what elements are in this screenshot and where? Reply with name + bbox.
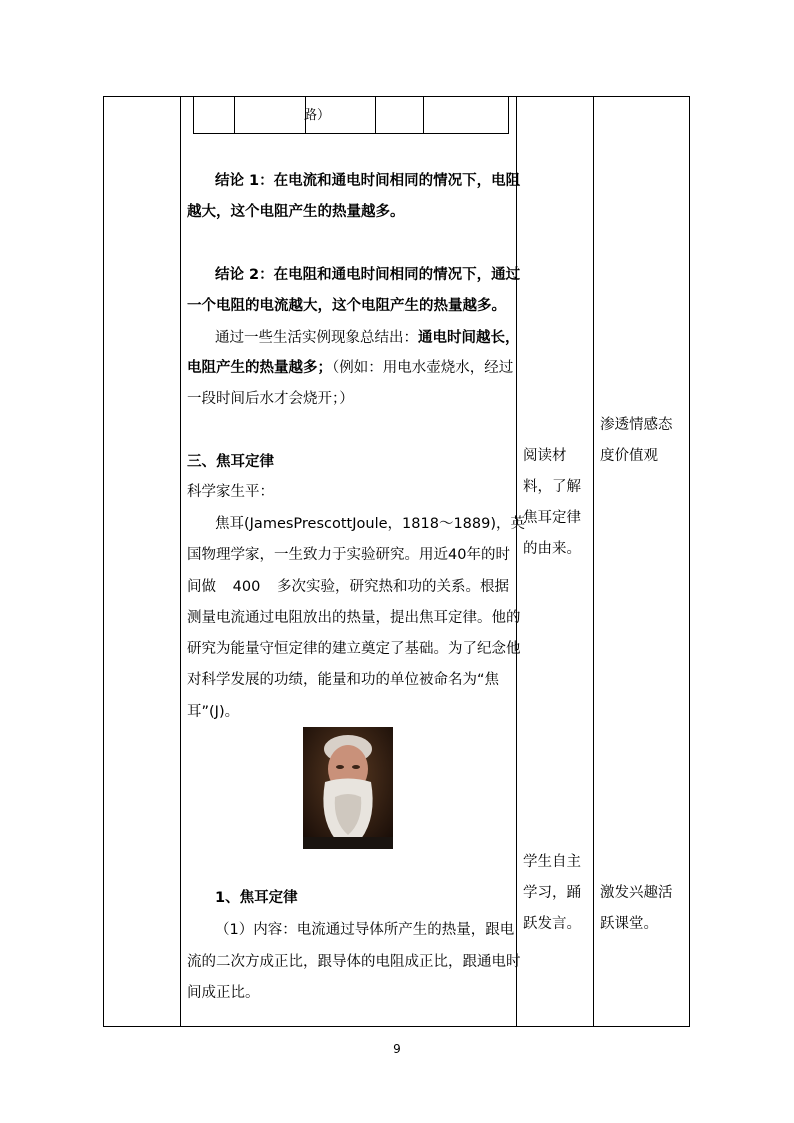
intent-note-line: 跃课堂。 [600, 916, 658, 932]
student-note-line: 阅读材 [523, 448, 567, 464]
bio-line-7: 耳”(J)。 [187, 704, 240, 720]
student-note-1 [523, 441, 581, 565]
intent-note-2 [600, 878, 673, 940]
bio-text: 年的时 [466, 547, 510, 563]
summary-text: （例如：用电水壶烧水，经过 [332, 360, 514, 376]
intent-note-1 [600, 410, 673, 472]
bio-text: 400 [232, 579, 261, 595]
law-title: 1、焦耳定律 [215, 890, 298, 906]
student-note-line: 学习，踊 [523, 885, 581, 901]
bio-text: 焦耳(James [215, 516, 294, 532]
column-divider [516, 96, 517, 1026]
page-number: 9 [393, 1042, 401, 1056]
summary-line-1 [215, 328, 520, 348]
experiment-table-fragment [193, 97, 509, 134]
summary-emphasis: 电阻产生的热量越多； [187, 360, 332, 376]
law-content-line-2: 流的二次方成正比，跟导体的电阻成正比，跟通电时 [187, 954, 521, 970]
student-note-line: 料，了解 [523, 479, 581, 495]
summary-line-3: 一段时间后水才会烧开；） [187, 391, 354, 407]
conclusion-2-line-2: 一个电阻的电流越大，这个电阻产生的热量越多。 [187, 298, 506, 314]
bio-line-4: 测量电流通过电阻放出的热量，提出焦耳定律。他的 [187, 610, 521, 626]
intent-note-line: 激发兴趣活 [600, 885, 673, 901]
student-note-line: 学生自主 [523, 854, 581, 870]
bio-text: 间做 [187, 579, 216, 595]
column-divider [180, 96, 181, 1026]
conclusion-1-line-2: 越大，这个电阻产生的热量越多。 [187, 204, 405, 220]
bio-label: 科学家生平： [187, 484, 274, 500]
bio-text: Joule，1818～1889)，英 [352, 516, 525, 532]
bio-text: 国物理学家，一生致力于实验研究。用近 [187, 547, 448, 563]
conclusion-1-line-1: 结论 1：在电流和通电时间相同的情况下，电阻 [215, 173, 521, 189]
joule-portrait-image [303, 727, 393, 849]
column-divider [593, 96, 594, 1026]
bio-line-2 [187, 545, 509, 565]
intent-note-line: 渗透情感态 [600, 417, 673, 433]
summary-emphasis: 通电时间越长， [418, 330, 520, 346]
bio-text: 多次实验，研究热和功的关系。根据 [277, 579, 509, 595]
student-note-line: 焦耳定律 [523, 510, 581, 526]
table-cell-text: 路） [304, 108, 331, 123]
intent-note-line: 度价值观 [600, 448, 658, 464]
law-content-line-3: 间成正比。 [187, 985, 260, 1001]
bio-line-5: 研究为能量守恒定律的建立奠定了基础。为了纪念他 [187, 641, 521, 657]
section-title: 三、焦耳定律 [187, 454, 274, 470]
summary-line-2 [187, 358, 513, 378]
conclusion-2-line-1: 结论 2：在电阻和通电时间相同的情况下，通过 [215, 267, 521, 283]
bio-line-3 [187, 577, 509, 597]
bio-line-6: 对科学发展的功绩，能量和功的单位被命名为“焦 [187, 672, 500, 688]
bio-line-1 [215, 514, 525, 534]
student-note-2 [523, 847, 581, 940]
student-note-line: 的由来。 [523, 541, 581, 557]
student-note-line: 跃发言。 [523, 916, 581, 932]
bio-text: Prescott [293, 516, 353, 532]
law-content-line-1: （1）内容：电流通过导体所产生的热量，跟电 [215, 922, 515, 938]
summary-text: 通过一些生活实例现象总结出： [215, 330, 418, 346]
bio-text: 40 [448, 547, 467, 563]
